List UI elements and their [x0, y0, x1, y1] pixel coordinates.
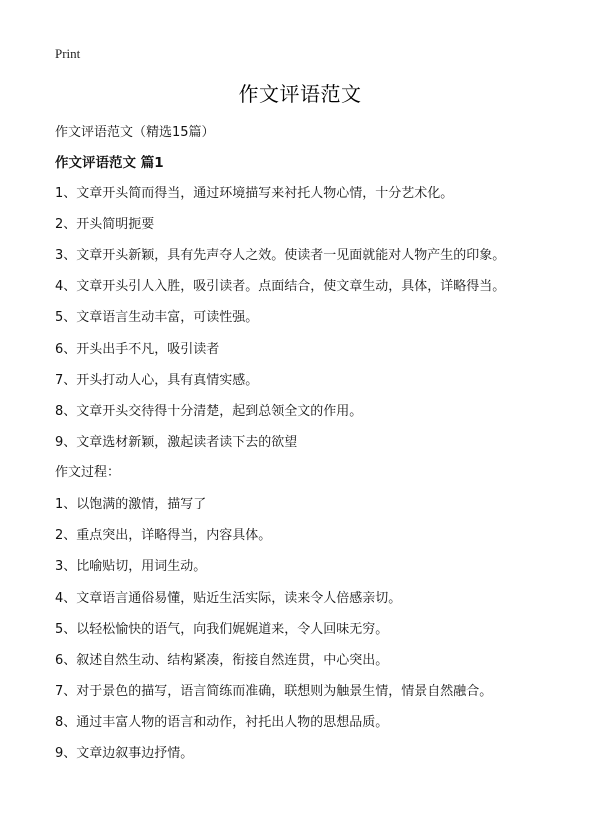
list-item: 2、重点突出，详略得当，内容具体。 — [55, 528, 272, 543]
list-item: 6、开头出手不凡，吸引读者 — [55, 342, 220, 357]
list-item: 8、文章开头交待得十分清楚，起到总领全文的作用。 — [55, 404, 363, 419]
list-item: 4、文章开头引人入胜，吸引读者。点面结合，使文章生动，具体，详略得当。 — [55, 279, 506, 294]
list-item: 4、文章语言通俗易懂，贴近生活实际，读来令人倍感亲切。 — [55, 591, 402, 606]
list-item: 7、开头打动人心，具有真情实感。 — [55, 373, 259, 388]
list-item: 8、通过丰富人物的语言和动作，衬托出人物的思想品质。 — [55, 715, 389, 730]
list-item: 6、叙述自然生动、结构紧凑，衔接自然连贯，中心突出。 — [55, 653, 389, 668]
print-label: Print — [55, 46, 81, 61]
process-heading: 作文过程： — [55, 465, 121, 480]
list-item: 5、以轻松愉快的语气，向我们娓娓道来，令人回味无穷。 — [55, 622, 389, 637]
list-item: 3、文章开头新颖，具有先声夺人之效。使读者一见面就能对人物产生的印象。 — [55, 248, 506, 263]
list-item: 5、文章语言生动丰富，可读性强。 — [55, 310, 259, 325]
list-item: 2、开头简明扼要 — [55, 217, 155, 232]
document-subtitle: 作文评语范文（精选15篇） — [55, 125, 215, 140]
list-item: 1、以饱满的激情，描写了 — [55, 497, 207, 512]
list-item: 9、文章边叙事边抒情。 — [55, 746, 194, 761]
list-item: 9、文章选材新颖，激起读者读下去的欲望 — [55, 435, 298, 450]
list-item: 1、文章开头简而得当，通过环境描写来衬托人物心情，十分艺术化。 — [55, 186, 454, 201]
section-heading: 作文评语范文 篇1 — [55, 155, 164, 171]
list-item: 3、比喻贴切，用词生动。 — [55, 559, 207, 574]
list-item: 7、对于景色的描写，语言简练而准确，联想则为触景生情，情景自然融合。 — [55, 684, 493, 699]
document-title: 作文评语范文 — [238, 82, 362, 106]
